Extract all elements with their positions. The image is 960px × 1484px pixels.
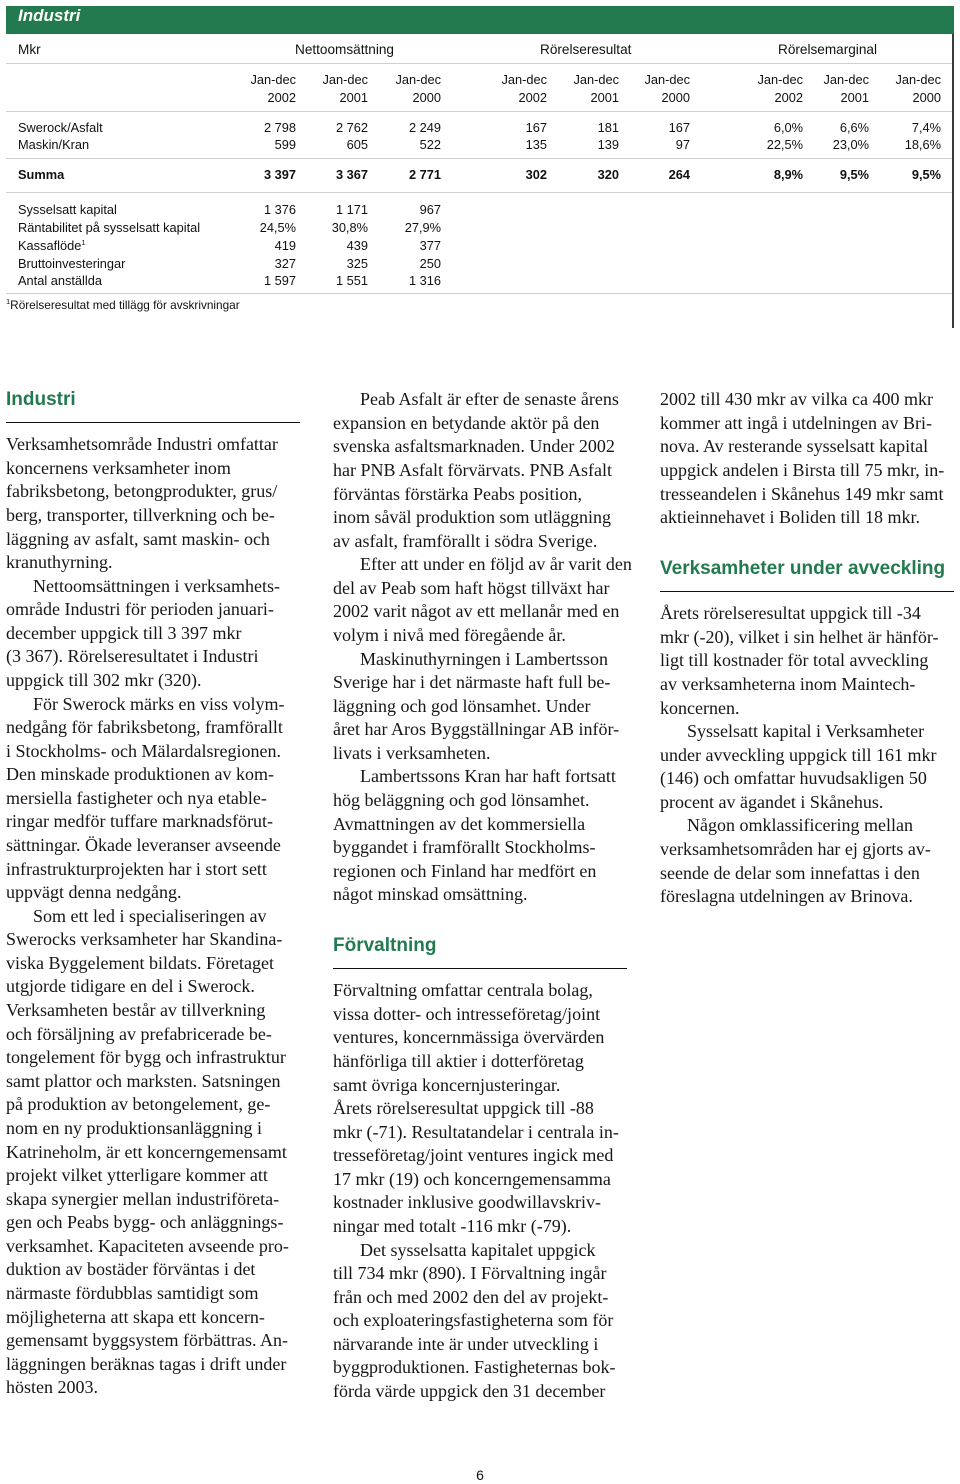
text-line: Katrineholm, är ett koncerngemensamt [6,1141,287,1162]
text-line: Det sysselsatta kapitalet uppgick [360,1239,596,1260]
table-row [0,201,960,219]
text-line: föreslagna utdelningen av Brinova. [660,886,913,907]
table-cell: 23,0% [832,137,869,152]
text-line: Swerocks verksamheter har Skandina- [6,929,283,950]
table-row [0,272,960,290]
text-line: hög beläggning och god lönsamhet. [333,790,590,811]
table-cell: 135 [525,137,547,152]
table-cell: 139 [597,137,619,152]
text-line: Någon omklassificering mellan [687,815,913,836]
table-cell: 264 [668,167,690,182]
group-header-net-sales: Nettoomsättning [295,42,394,57]
row-label-text: Kassaflöde [18,238,82,253]
row-label [18,119,103,137]
text-line: läggning av asfalt, samt maskin- och [6,528,270,549]
table-cell: 167 [668,120,690,135]
table-cell: 6,6% [839,120,869,135]
column-year: 2000 [661,90,690,105]
text-line: svenska asfaltsmarknaden. Under 2002 [333,436,615,457]
text-line: skapa synergier mellan industriföreta- [6,1188,280,1209]
section-heading: Industri [6,388,300,423]
table-cell: 605 [346,137,368,152]
text-column-3 [660,380,954,1410]
text-block [660,388,954,529]
table-cell: 302 [525,167,547,182]
table-cell: 3 397 [263,167,296,182]
text-line: tongelement för bygg och infrastruktur [6,1047,286,1068]
text-line: verksamhet. Kapaciteten avseende pro- [6,1235,289,1256]
column-period: Jan-dec [644,72,690,87]
text-line: kommer att ingå i utdelningen av Bri- [660,412,932,433]
text-line: Lambertssons Kran har haft fortsatt [360,766,616,787]
table-cell: 30,8% [331,220,368,235]
paragraph [6,433,300,574]
text-line: projekt vilket ytterligare kommer att [6,1165,268,1186]
text-line: hösten 2003. [6,1377,98,1398]
unit-label: Mkr [18,42,41,57]
group-header-operating-profit: Rörelseresultat [540,42,632,57]
table-rule [6,158,954,159]
column-year: 2001 [590,90,619,105]
table-cell: 967 [419,202,441,217]
column-period: Jan-dec [895,72,941,87]
table-cell: 250 [419,256,441,271]
table-cell: 27,9% [404,220,441,235]
text-line: livats i verksamheten. [333,742,491,763]
row-label [18,272,102,290]
text-line: Som ett led i specialiseringen av [33,905,267,926]
text-line: uppgick andelen i Birsta till 75 mkr, in- [660,459,945,480]
text-line: under avveckling uppgick till 161 mkr [660,744,937,765]
paragraph [6,693,300,905]
table-rule [6,63,954,64]
table-cell: 320 [597,167,619,182]
column-year: 2000 [912,90,941,105]
text-line: verksamhetsområden har ej gjorts av- [660,838,931,859]
text-line: från och med 2002 den del av projekt- [333,1286,609,1307]
column-period: Jan-dec [501,72,547,87]
text-line: inom såväl produktion som utläggning [333,507,611,528]
text-line: fabriksbetong, betongprodukter, grus/ [6,481,278,502]
paragraph [333,553,632,647]
row-label [18,219,200,237]
text-line: nova. Av resterande sysselsatt kapital [660,436,929,457]
table-cell: 377 [419,238,441,253]
text-line: nom en ny produktionsanläggning i [6,1117,262,1138]
text-line: koncernen. [660,697,740,718]
table-cell: 2 762 [335,120,368,135]
financial-table [0,0,960,330]
column-period: Jan-dec [250,72,296,87]
text-column-1 [6,380,300,1410]
row-label-text: Maskin/Kran [18,137,90,152]
column-year: 2002 [518,90,547,105]
text-line: uppvägt denna nedgång. [6,882,182,903]
text-block [333,979,627,1403]
text-line: Nettoomsättningen i verksamhets- [33,575,280,596]
text-line: viska Byggelement bildats. Företaget [6,952,274,973]
table-cell: 327 [274,256,296,271]
text-line: förväntas förstärka Peabs position, [333,483,582,504]
row-label-text: Antal anställda [18,273,102,288]
row-label-text: Räntabilitet på sysselsatt kapital [18,220,201,235]
text-line: Efter att under en följd av år varit den [360,554,632,575]
table-row [0,166,960,184]
section-title: Industri [18,6,81,25]
text-line: sättningar. Ökade leveranser avseende [6,835,281,856]
text-line: För Swerock märks en viss volym- [33,693,285,714]
text-line: samt övriga koncernjusteringar. [333,1074,561,1095]
column-period: Jan-dec [757,72,803,87]
text-line: förda värde uppgick den 31 december [333,1381,606,1402]
text-line: berg, transporter, tillverkning och be- [6,504,275,525]
paragraph [660,720,954,814]
paragraph [660,602,954,720]
text-line: av asfalt, framförallt i södra Sverige. [333,530,598,551]
table-cell: 1 376 [263,202,296,217]
text-line: (3 367). Rörelseresultatet i Industri [6,646,259,667]
text-line: område Industri för perioden januari- [6,599,274,620]
table-rule [6,192,954,193]
table-cell: 6,0% [773,120,803,135]
text-line: och försäljning av prefabricerade be- [6,1023,272,1044]
text-line: Sysselsatt kapital i Verksamheter [687,721,925,742]
text-line: 2002 varit något av ett mellanår med en [333,601,620,622]
text-block [6,433,300,1400]
text-line: och exploateringsfastigheterna som för [333,1310,614,1331]
table-row [0,136,960,154]
table-cell: 325 [346,256,368,271]
text-line: uppgick till 302 mkr (320). [6,669,202,690]
text-line: gemensamt byggsystem förbättras. An- [6,1330,288,1351]
row-label [18,255,125,273]
paragraph [333,388,627,553]
column-year: 2001 [339,90,368,105]
table-rule [6,111,954,112]
table-cell: 18,6% [904,137,941,152]
text-line: läggningen beräknas tagas i drift under [6,1353,287,1374]
text-line: kostnader inklusive goodwillavskriv- [333,1192,601,1213]
text-line: regionen och Finland har medfört en [333,860,597,881]
table-cell: 7,4% [911,120,941,135]
paragraph [333,1239,627,1404]
text-line: byggproduktionen. Fastigheternas bok- [333,1357,616,1378]
paragraph [6,575,300,693]
table-row [0,219,960,237]
text-line: Verksamheten består av tillverkning [6,1000,266,1021]
paragraph [6,905,300,1400]
table-row [0,255,960,273]
text-column-2 [333,380,632,1410]
table-cell: 3 367 [335,167,368,182]
text-line: ringar medför tuffare marknadsförut- [6,811,274,832]
row-label [18,136,89,154]
table-cell: 2 249 [408,120,441,135]
column-year: 2002 [267,90,296,105]
text-line: Verksamhetsområde Industri omfattar [6,434,278,455]
text-line: hänförliga till aktier i dotterföretag [333,1050,584,1071]
text-line: i Stockholms- och Mälardalsregionen. [6,740,281,761]
paragraph [660,814,954,908]
table-footnote [6,296,240,314]
text-line: mersiella fastigheter och nya etable- [6,787,267,808]
text-line: Årets rörelseresultat uppgick till -88 [333,1098,594,1119]
text-line: del av Peab som haft högst tillväxt har [333,577,610,598]
footnote-mark: 1 [81,238,86,247]
text-line: något minskad omsättning. [333,884,528,905]
table-rule [6,293,954,294]
text-line: koncernens verksamheter inom [6,457,231,478]
table-cell: 22,5% [766,137,803,152]
column-year: 2000 [412,90,441,105]
column-period: Jan-dec [322,72,368,87]
table-row [0,237,960,255]
section-heading: Förvaltning [333,934,627,969]
table-cell: 2 798 [263,120,296,135]
text-line: till 734 mkr (890). I Förvaltning ingår [333,1263,607,1284]
table-cell: 9,5% [839,167,869,182]
row-label-text: Sysselsatt kapital [18,202,117,217]
text-line: (146) och omfattar huvudsakligen 50 [660,768,927,789]
table-cell: 1 171 [335,202,368,217]
text-line: december uppgick till 3 397 mkr [6,622,242,643]
text-line: Förvaltning omfattar centrala bolag, [333,980,593,1001]
text-line: seende de delar som innefattas i den [660,862,920,883]
text-line: ventures, koncernmässiga övervärden [333,1027,605,1048]
text-line: byggandet i framförallt Stockholms- [333,837,596,858]
table-cell: 2 771 [408,167,441,182]
table-cell: 1 597 [263,273,296,288]
paragraph [333,765,627,906]
column-period: Jan-dec [573,72,619,87]
text-line: närmaste fördubblas samtidigt som [6,1283,259,1303]
text-line: läggning och god lönsamhet. Under [333,695,591,716]
text-line: aktieinnehavet i Boliden till 18 mkr. [660,507,920,528]
row-label-text: Swerock/Asfalt [18,120,103,135]
text-line: Maskinuthyrningen i Lambertsson [360,648,608,669]
text-line: infrastrukturprojekten har i stort sett [6,858,267,879]
footnote-mark: 1 [6,297,11,306]
row-label [18,166,64,184]
text-line: av verksamheterna inom Maintech- [660,673,916,694]
text-line: tresseandelen i Skånehus 149 mkr samt [660,483,944,504]
text-line: 17 mkr (19) och koncerngemensamma [333,1168,611,1189]
text-line: nedgång för fabriksbetong, framförallt [6,717,283,738]
text-line: året har Aros Byggställningar AB inför- [333,719,620,740]
group-header-operating-margin: Rörelsemarginal [778,42,877,57]
table-cell: 599 [274,137,296,152]
paragraph [333,648,627,766]
text-line: kranuthyrning. [6,552,113,573]
text-line: Årets rörelseresultat uppgick till -34 [660,603,921,624]
column-year: 2001 [840,90,869,105]
text-line: volym i nivå med föregående år. [333,624,566,645]
text-line: duktion av bostäder förväntas i det [6,1259,256,1280]
text-line: utgjorde tidigare en del i Swerock. [6,976,255,997]
table-cell: 181 [597,120,619,135]
section-heading: Verksamheter under avveckling [660,557,954,592]
text-line: har PNB Asfalt förvärvats. PNB Asfalt [333,459,612,480]
column-period: Jan-dec [823,72,869,87]
text-block [660,602,954,909]
paragraph [333,979,627,1238]
table-cell: 167 [525,120,547,135]
text-line: expansion en betydande aktör på den [333,412,600,433]
table-cell: 1 316 [408,273,441,288]
text-line: Den minskade produktionen av kom- [6,764,274,785]
paragraph [660,388,954,529]
table-cell: 8,9% [773,167,803,182]
row-label-text: Summa [18,167,65,182]
table-cell: 522 [419,137,441,152]
table-cell: 24,5% [259,220,296,235]
row-label-text: Bruttoinvesteringar [18,256,126,271]
table-cell: 439 [346,238,368,253]
row-label [18,237,86,255]
row-label [18,201,117,219]
text-line: närvarande inte är under utveckling i [333,1333,599,1354]
text-line: ligt till kostnader för total avveckling [660,650,929,671]
table-row [0,119,960,137]
text-line: vissa dotter- och intresseföretag/joint [333,1003,601,1024]
text-line: procent av ägandet i Skånehus. [660,791,884,812]
table-cell: 9,5% [911,167,941,182]
text-line: gen och Peabs bygg- och anläggnings- [6,1212,284,1233]
table-cell: 419 [274,238,296,253]
text-line: mkr (-71). Resultatandelar i centrala in- [333,1121,619,1142]
page-number: 6 [476,1467,484,1483]
text-line: 2002 till 430 mkr av vilka ca 400 mkr [660,389,933,410]
text-line: ningar med totalt -116 mkr (-79). [333,1215,572,1236]
text-line: tresseföretag/joint ventures ingick med [333,1145,614,1166]
footnote-text: Rörelseresultat med tillägg för avskrivningar [10,298,240,312]
text-line: Sverige har i det närmaste haft full be- [333,672,611,693]
table-cell: 1 551 [335,273,368,288]
text-line: på produktion av betongelement, ge- [6,1094,271,1115]
text-block [333,388,632,907]
column-year: 2002 [774,90,803,105]
text-line: Avmattningen av det kommersiella [333,813,586,834]
column-period: Jan-dec [395,72,441,87]
text-line: samt plattor och marksten. Satsningen [6,1070,281,1091]
text-line: Peab Asfalt är efter de senaste årens [360,389,619,410]
text-line: möjligheterna att skapa ett koncern- [6,1306,265,1327]
text-line: mkr (-20), vilket i sin helhet är hänför- [660,626,939,647]
table-cell: 97 [675,137,690,152]
